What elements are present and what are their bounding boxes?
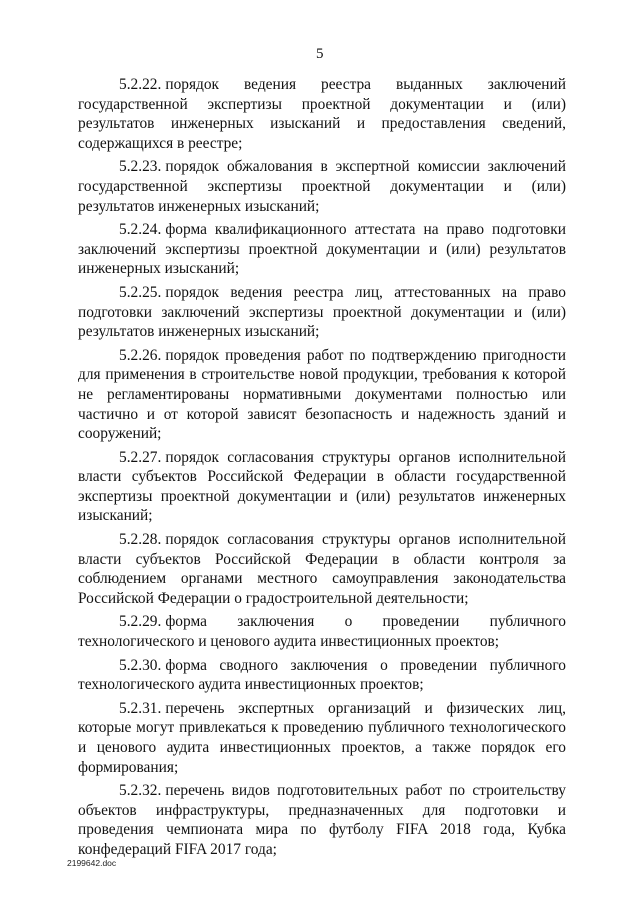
list-item (78, 448, 566, 526)
item-number: 5.2.27. (119, 448, 162, 466)
item-text: перечень экспертных организаций и физических лиц, которые могут привлекаться к проведению публичного технологического и ценового аудита инвестиционных проектов, а также порядок его формирования; (78, 699, 566, 776)
item-number: 5.2.26. (119, 346, 162, 364)
item-text: перечень видов подготовительных работ по строительству объектов инфраструктуры, предназначенных для подготовки и проведения чемпионата мира по футболу FIFA 2018 года, Кубка конфедераций FIFA 2017 года; (78, 782, 566, 858)
item-number: 5.2.23. (119, 158, 162, 176)
document-body (78, 75, 566, 864)
list-item (78, 75, 566, 153)
list-item (78, 157, 566, 216)
list-item (78, 220, 566, 279)
item-number: 5.2.31. (119, 699, 162, 717)
list-item (78, 656, 566, 695)
item-number: 5.2.22. (119, 76, 162, 93)
item-text: форма сводного заключения о проведении публичного технологического аудита инвестиционных проектов; (78, 656, 566, 694)
list-item (78, 283, 566, 342)
item-number: 5.2.32. (119, 782, 162, 800)
item-text: форма заключения о проведении публичного технологического и ценового аудита инвестиционных проектов; (78, 613, 566, 651)
list-item (78, 530, 566, 608)
list-item (78, 699, 566, 777)
item-text: форма квалификационного аттестата на право подготовки заключений экспертизы проектной документации и (или) результатов инженерных изысканий; (78, 221, 566, 278)
list-item (78, 346, 566, 444)
item-text: порядок согласования структуры органов исполнительной власти субъектов Российской Федерации в области государственной экспертизы проектной документации и (или) результатов инженерных изысканий; (78, 448, 566, 525)
list-item (78, 781, 566, 859)
item-text: порядок согласования структуры органов исполнительной власти субъектов Российской Федерации в области контроля за соблюдением органами местного самоуправления законодательства Российской Федерации о градостроительной деятельности; (78, 531, 566, 607)
item-number: 5.2.25. (119, 283, 162, 301)
item-number: 5.2.30. (119, 656, 162, 674)
item-text: порядок ведения реестра лиц, аттестованных на право подготовки заключений экспертизы проектной документации и (или) результатов инженерных изысканий; (78, 283, 566, 341)
item-text: порядок проведения работ по подтверждению пригодности для применения в строительстве новой продукции, требования к которой не регламентированы нормативными документами полностью или частично и от которой зависят безопасность и надежность зданий и сооружений; (78, 346, 566, 443)
item-number: 5.2.24. (119, 221, 162, 239)
list-item (78, 612, 566, 651)
item-number: 5.2.29. (119, 613, 162, 631)
file-name-footer: 2199642.doc (67, 858, 117, 868)
page-number: 5 (316, 46, 324, 62)
item-text: порядок ведения реестра выданных заключений государственной экспертизы проектной документации и (или) результатов инженерных изысканий и предоставления сведений, содержащихся в реестре; (78, 76, 566, 152)
item-number: 5.2.28. (119, 531, 162, 549)
item-text: порядок обжалования в экспертной комиссии заключений государственной экспертизы проектной документации и (или) результатов инженерных изысканий; (78, 158, 566, 215)
